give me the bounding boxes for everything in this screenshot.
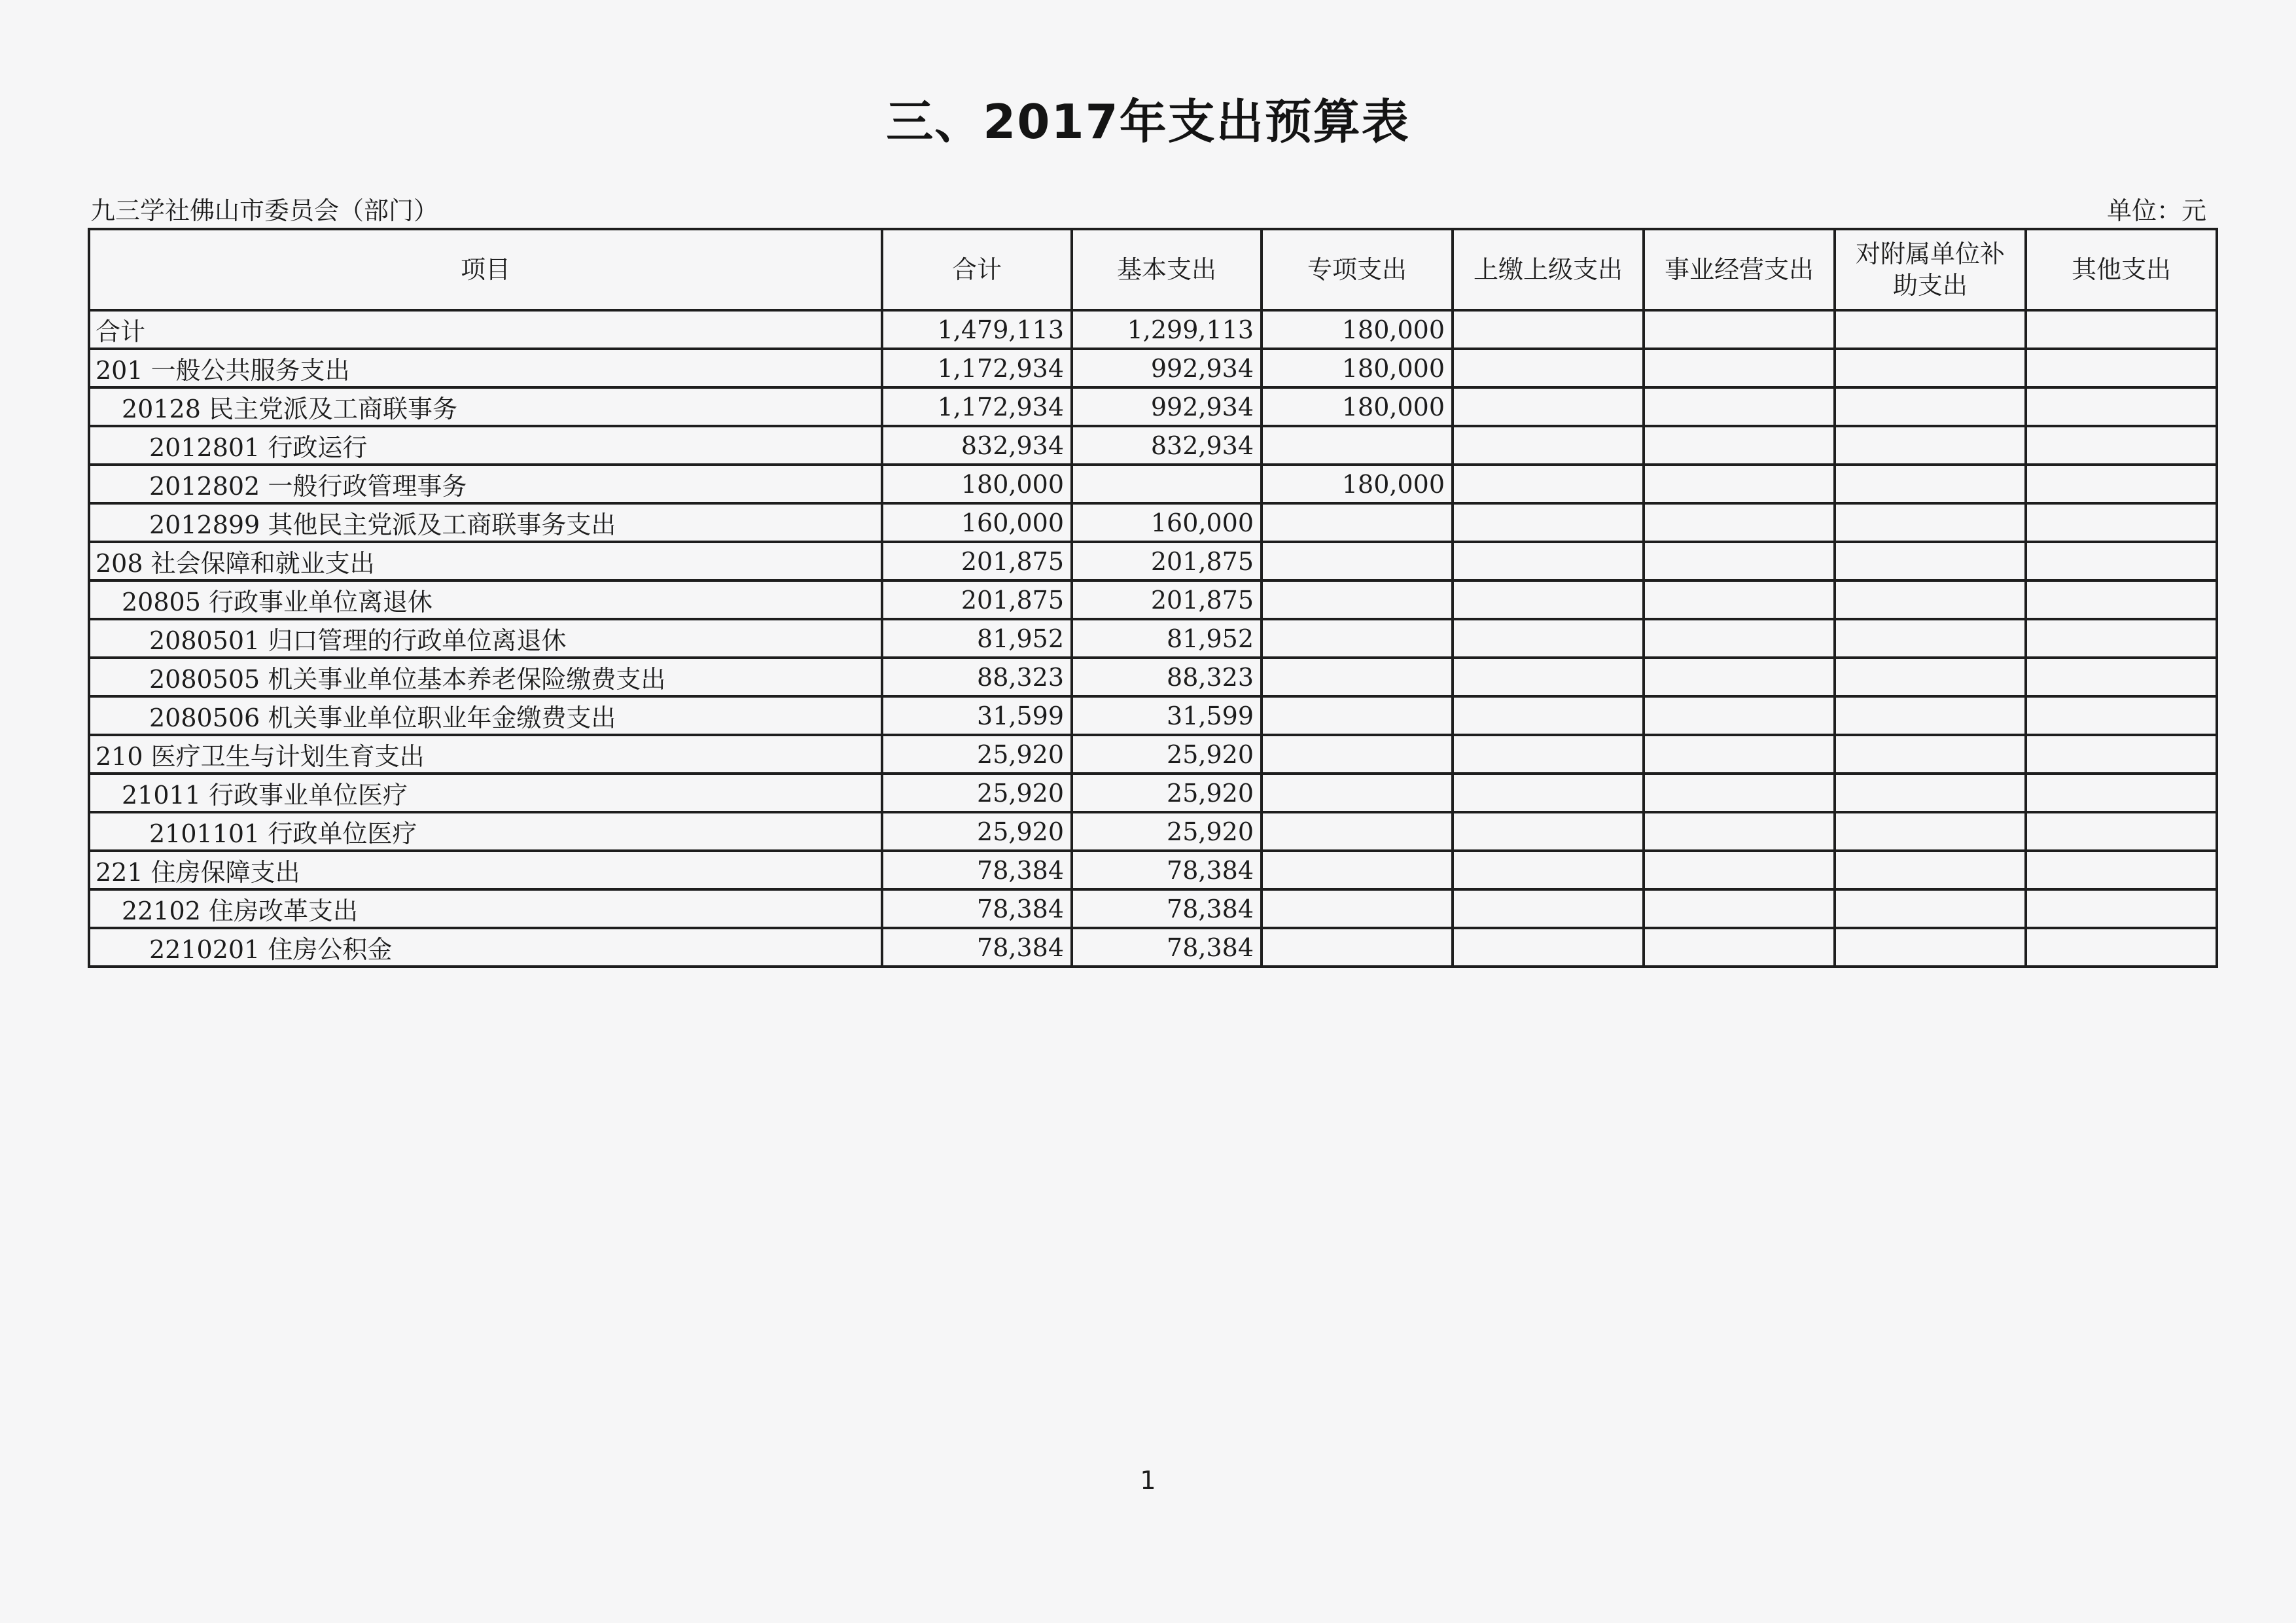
row-other: [2026, 735, 2217, 774]
header-subsidiary-label: 对附属单位补助支出: [1855, 240, 2005, 300]
header-basic: 基本支出: [1072, 229, 1262, 310]
row-subsidiary: [1835, 774, 2026, 812]
row-other: [2026, 812, 2217, 851]
table-row: [89, 889, 2217, 928]
row-business: [1644, 426, 1835, 465]
row-special: [1262, 889, 1453, 928]
table-row: [89, 774, 2217, 812]
row-business: [1644, 310, 1835, 349]
department-label: 九三学社佛山市委员会（部门）: [90, 196, 439, 225]
row-basic: 78,384: [1072, 928, 1262, 967]
row-total: 1,172,934: [882, 387, 1072, 426]
row-basic: 201,875: [1072, 580, 1262, 619]
row-upper-level: [1453, 426, 1644, 465]
row-basic: 160,000: [1072, 503, 1262, 542]
row-total: 201,875: [882, 542, 1072, 580]
row-subsidiary: [1835, 503, 2026, 542]
row-name: 2101101 行政单位医疗: [89, 812, 882, 851]
table-row: [89, 503, 2217, 542]
row-total: 25,920: [882, 812, 1072, 851]
row-subsidiary: [1835, 310, 2026, 349]
row-other: [2026, 774, 2217, 812]
row-name: 2080505 机关事业单位基本养老保险缴费支出: [89, 658, 882, 696]
row-name: 2012899 其他民主党派及工商联事务支出: [89, 503, 882, 542]
row-basic: 31,599: [1072, 696, 1262, 735]
row-upper-level: [1453, 387, 1644, 426]
row-other: [2026, 619, 2217, 658]
row-other: [2026, 465, 2217, 503]
row-other: [2026, 928, 2217, 967]
budget-table: [88, 228, 2218, 968]
row-total: 180,000: [882, 465, 1072, 503]
row-name: 2012801 行政运行: [89, 426, 882, 465]
row-basic: 832,934: [1072, 426, 1262, 465]
table-row: [89, 735, 2217, 774]
page-title: 三、2017年支出预算表: [886, 94, 1410, 149]
row-upper-level: [1453, 812, 1644, 851]
table-row: [89, 580, 2217, 619]
row-business: [1644, 465, 1835, 503]
header-total: 合计: [882, 229, 1072, 310]
row-name: 2012802 一般行政管理事务: [89, 465, 882, 503]
table-row: [89, 310, 2217, 349]
row-special: [1262, 542, 1453, 580]
row-business: [1644, 503, 1835, 542]
row-special: [1262, 503, 1453, 542]
row-basic: 25,920: [1072, 774, 1262, 812]
row-special: [1262, 851, 1453, 889]
row-other: [2026, 426, 2217, 465]
row-upper-level: [1453, 774, 1644, 812]
row-other: [2026, 658, 2217, 696]
row-special: [1262, 774, 1453, 812]
row-basic: 88,323: [1072, 658, 1262, 696]
row-subsidiary: [1835, 658, 2026, 696]
row-special: [1262, 735, 1453, 774]
row-business: [1644, 580, 1835, 619]
row-business: [1644, 812, 1835, 851]
table-row: [89, 658, 2217, 696]
row-business: [1644, 349, 1835, 387]
row-subsidiary: [1835, 851, 2026, 889]
row-basic: 1,299,113: [1072, 310, 1262, 349]
row-basic: 201,875: [1072, 542, 1262, 580]
row-basic: 78,384: [1072, 889, 1262, 928]
row-name: 20128 民主党派及工商联事务: [89, 387, 882, 426]
row-business: [1644, 696, 1835, 735]
row-special: 180,000: [1262, 465, 1453, 503]
header-subsidiary: [1835, 229, 2026, 310]
row-subsidiary: [1835, 465, 2026, 503]
row-special: 180,000: [1262, 349, 1453, 387]
row-upper-level: [1453, 696, 1644, 735]
row-subsidiary: [1835, 580, 2026, 619]
row-special: 180,000: [1262, 387, 1453, 426]
row-subsidiary: [1835, 928, 2026, 967]
row-subsidiary: [1835, 349, 2026, 387]
row-other: [2026, 387, 2217, 426]
row-total: 25,920: [882, 735, 1072, 774]
row-upper-level: [1453, 310, 1644, 349]
row-special: [1262, 812, 1453, 851]
row-special: [1262, 658, 1453, 696]
row-subsidiary: [1835, 619, 2026, 658]
row-basic: 992,934: [1072, 387, 1262, 426]
row-total: 88,323: [882, 658, 1072, 696]
header-upper-level: 上缴上级支出: [1453, 229, 1644, 310]
row-other: [2026, 349, 2217, 387]
row-name: 221 住房保障支出: [89, 851, 882, 889]
row-total: 78,384: [882, 928, 1072, 967]
row-subsidiary: [1835, 889, 2026, 928]
row-basic: 81,952: [1072, 619, 1262, 658]
row-business: [1644, 542, 1835, 580]
table-row: [89, 349, 2217, 387]
row-subsidiary: [1835, 426, 2026, 465]
row-upper-level: [1453, 658, 1644, 696]
row-total: 25,920: [882, 774, 1072, 812]
row-other: [2026, 310, 2217, 349]
row-total: 78,384: [882, 851, 1072, 889]
row-subsidiary: [1835, 696, 2026, 735]
row-upper-level: [1453, 889, 1644, 928]
row-other: [2026, 889, 2217, 928]
table-row: [89, 928, 2217, 967]
row-upper-level: [1453, 735, 1644, 774]
row-other: [2026, 851, 2217, 889]
unit-label: 单位：元: [2106, 196, 2206, 225]
row-name: 208 社会保障和就业支出: [89, 542, 882, 580]
row-total: 160,000: [882, 503, 1072, 542]
row-basic: 992,934: [1072, 349, 1262, 387]
row-other: [2026, 696, 2217, 735]
row-upper-level: [1453, 465, 1644, 503]
table-row: [89, 851, 2217, 889]
row-other: [2026, 542, 2217, 580]
row-basic: 78,384: [1072, 851, 1262, 889]
table-row: [89, 696, 2217, 735]
row-total: 1,479,113: [882, 310, 1072, 349]
row-business: [1644, 658, 1835, 696]
table-row: [89, 542, 2217, 580]
table-row: [89, 426, 2217, 465]
row-total: 31,599: [882, 696, 1072, 735]
row-subsidiary: [1835, 542, 2026, 580]
row-name: 22102 住房改革支出: [89, 889, 882, 928]
row-upper-level: [1453, 349, 1644, 387]
row-upper-level: [1453, 580, 1644, 619]
row-special: [1262, 619, 1453, 658]
row-total: 201,875: [882, 580, 1072, 619]
row-other: [2026, 503, 2217, 542]
row-special: [1262, 426, 1453, 465]
header-special: 专项支出: [1262, 229, 1453, 310]
row-business: [1644, 387, 1835, 426]
row-basic: 25,920: [1072, 735, 1262, 774]
row-special: 180,000: [1262, 310, 1453, 349]
table-row: [89, 619, 2217, 658]
header-item: 项目: [89, 229, 882, 310]
row-total: 832,934: [882, 426, 1072, 465]
row-name: 2080506 机关事业单位职业年金缴费支出: [89, 696, 882, 735]
row-business: [1644, 619, 1835, 658]
header-other: 其他支出: [2026, 229, 2217, 310]
row-name: 合计: [89, 310, 882, 349]
row-business: [1644, 774, 1835, 812]
row-name: 210 医疗卫生与计划生育支出: [89, 735, 882, 774]
page-number: 1: [1140, 1466, 1156, 1495]
header-business: 事业经营支出: [1644, 229, 1835, 310]
row-total: 1,172,934: [882, 349, 1072, 387]
row-basic: 25,920: [1072, 812, 1262, 851]
row-business: [1644, 928, 1835, 967]
row-name: 201 一般公共服务支出: [89, 349, 882, 387]
row-total: 81,952: [882, 619, 1072, 658]
table-row: [89, 465, 2217, 503]
row-upper-level: [1453, 928, 1644, 967]
row-upper-level: [1453, 619, 1644, 658]
row-business: [1644, 889, 1835, 928]
row-subsidiary: [1835, 735, 2026, 774]
row-upper-level: [1453, 503, 1644, 542]
row-upper-level: [1453, 851, 1644, 889]
table-row: [89, 812, 2217, 851]
row-total: 78,384: [882, 889, 1072, 928]
row-name: 2080501 归口管理的行政单位离退休: [89, 619, 882, 658]
row-other: [2026, 580, 2217, 619]
row-name: 20805 行政事业单位离退休: [89, 580, 882, 619]
row-special: [1262, 580, 1453, 619]
row-subsidiary: [1835, 812, 2026, 851]
row-name: 21011 行政事业单位医疗: [89, 774, 882, 812]
row-special: [1262, 696, 1453, 735]
row-business: [1644, 735, 1835, 774]
row-subsidiary: [1835, 387, 2026, 426]
row-basic: [1072, 465, 1262, 503]
row-special: [1262, 928, 1453, 967]
row-business: [1644, 851, 1835, 889]
row-name: 2210201 住房公积金: [89, 928, 882, 967]
header-row: [89, 229, 2217, 310]
table-row: [89, 387, 2217, 426]
row-upper-level: [1453, 542, 1644, 580]
